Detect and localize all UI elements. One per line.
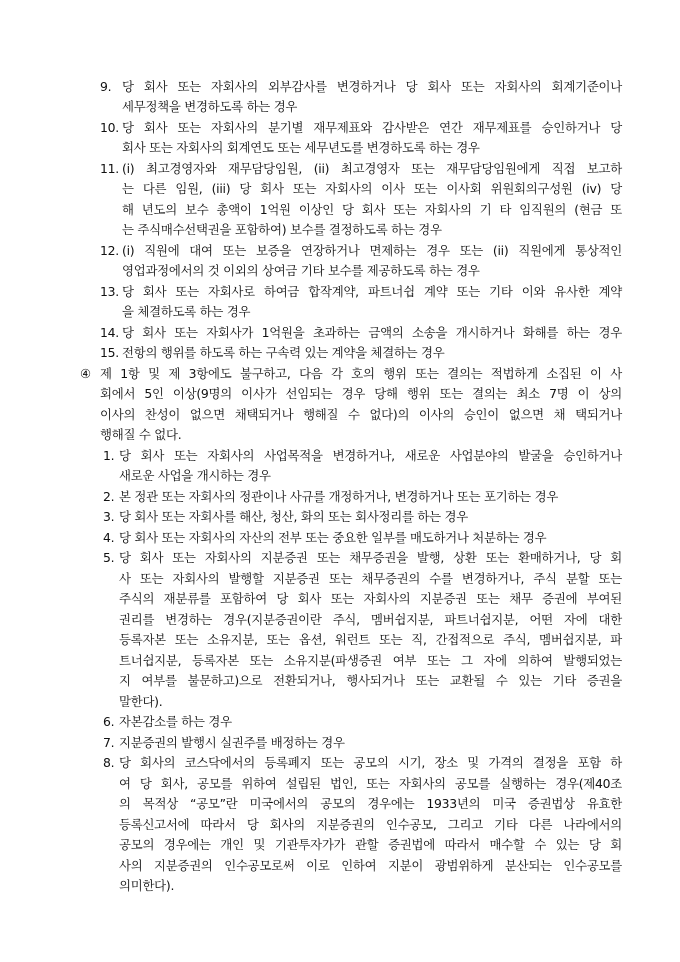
item-text-line: 등록신고서에 따라서 당 회사의 지분증권의 인수공모, 그리고 기타 다른 나라에서의 — [119, 817, 622, 832]
item-number: 10. — [100, 120, 119, 135]
item-text-line: 자본감소를 하는 경우 — [119, 714, 232, 729]
item-text-line: 의 목적상 “공모”란 미국에서의 공모의 경우에는 1933년의 미국 증권법상 유효한 — [119, 796, 622, 811]
item-text-line: 당 회사 또는 자회사를 해산, 청산, 화의 또는 회사정리를 하는 경우 — [119, 509, 468, 524]
item-text-line: 의미한다). — [119, 878, 175, 893]
item-text-line: 새로운 사업을 개시하는 경우 — [119, 468, 271, 483]
section-text-line: 회에서 5인 이상(9명의 이사가 선임되는 경우 당해 행위 또는 결의는 최소 7명 이 상의 — [100, 386, 622, 401]
item-text-line: 세무정책을 변경하도록 하는 경우 — [122, 99, 298, 114]
item-number: 6. — [103, 714, 115, 729]
item-text-line: (i) 직원에 대여 또는 보증을 연장하거나 면제하는 경우 또는 (ii) 직원에게 통상적인 — [122, 243, 622, 258]
item-text-line: 지분증권의 발행시 실권주를 배정하는 경우 — [119, 735, 345, 750]
item-text-line: (i) 최고경영자와 재무담당임원, (ii) 최고경영자 또는 재무담당임원에게 직접 보고하 — [122, 161, 622, 176]
item-text-line: 당 회사 또는 자회사가 1억원을 초과하는 금액의 소송을 개시하거나 화해를 하는 경우 — [122, 325, 622, 340]
item-text-line: 당 회사 또는 자회사로 하여금 합작계약, 파트너쉽 계약 또는 기타 이와 유사한 계약 — [122, 284, 622, 299]
item-text-line: 권리를 변경하는 경우(지분증권이란 주식, 멤버쉽지분, 파트너쉽지분, 어떤 자에 대한 — [119, 612, 622, 627]
item-text-line: 사 또는 자회사의 발행할 지분증권 또는 채무증권의 수를 변경하거나, 주식 분할 또는 — [119, 571, 622, 586]
item-text-line: 주식의 재분류를 포함하여 당 회사 또는 자회사의 지분증권 또는 채무 증권에 부여된 — [119, 591, 622, 606]
item-number: 1. — [103, 448, 115, 463]
item-text-line: 여 당 회사, 공모를 위하여 설립된 법인, 또는 자회사의 공모를 실행하는 경우(제40조 — [119, 776, 622, 791]
item-number: 15. — [100, 345, 119, 360]
item-text-line: 등록자본 또는 소유지분, 또는 옵션, 워런트 또는 직, 간접적으로 주식, 멤버쉽지분, 파 — [119, 632, 622, 647]
item-text-line: 사의 지분증권의 인수공모로써 이로 인하여 지분이 광범위하게 분산되는 인수공모를 — [119, 858, 622, 873]
section-marker: ④ — [80, 366, 91, 381]
item-text-line: 당 회사 또는 자회사의 외부감사를 변경하거나 당 회사 또는 자회사의 회계기준이나 — [122, 79, 622, 94]
item-text-line: 는 다른 임원, (iii) 당 회사 또는 자회사의 이사 또는 이사회 위원회의구성원 (iv) 당 — [122, 181, 622, 196]
item-number: 13. — [100, 284, 119, 299]
item-text-line: 트너쉽지분, 등록자본 또는 소유지분(파생증권 여부 또는 그 자에 의하여 발행되었는 — [119, 653, 622, 668]
item-text-line: 을 체결하도록 하는 경우 — [122, 304, 251, 319]
section-text-line: 제 1항 및 제 3항에도 불구하고, 다음 각 호의 행위 또는 결의는 적법하게 소집된 이 사 — [100, 366, 622, 381]
item-text-line: 당 회사 또는 자회사의 지분증권 또는 채무증권을 발행, 상환 또는 환매하거나, 당 회 — [119, 550, 622, 565]
section-text-line: 행해질 수 없다. — [100, 427, 182, 442]
item-number: 11. — [100, 161, 119, 176]
item-text-line: 회사 또는 자회사의 회계연도 또는 세무년도를 변경하도록 하는 경우 — [122, 140, 480, 155]
item-text-line: 당 회사 또는 자회사의 자산의 전부 또는 중요한 일부를 매도하거나 처분하는 경우 — [119, 530, 547, 545]
item-text-line: 전항의 행위를 하도록 하는 구속력 있는 계약을 체결하는 경우 — [122, 345, 445, 360]
item-number: 5. — [103, 550, 115, 565]
item-text-line: 지 여부를 불문하고)으로 전환되거나, 행사되거나 또는 교환될 수 있는 기타 증권을 — [119, 673, 622, 688]
item-number: 8. — [103, 755, 115, 770]
item-text-line: 는 주식매수선택권을 포함하여) 보수를 결정하도록 하는 경우 — [122, 222, 442, 237]
item-text-line: 영업과정에서의 것 이외의 상여금 기타 보수를 제공하도록 하는 경우 — [122, 263, 480, 278]
item-number: 12. — [100, 243, 119, 258]
item-text-line: 본 정관 또는 자회사의 정관이나 사규를 개정하거나, 변경하거나 또는 포기하는 경우 — [119, 489, 559, 504]
item-text-line: 해 년도의 보수 총액이 1억원 이상인 당 회사 또는 자회사의 기 타 임직원의 (현금 또 — [122, 202, 622, 217]
item-number: 9. — [100, 79, 112, 94]
section-text-line: 이사의 찬성이 없으면 채택되거나 행해질 수 없다)의 이사의 승인이 없으면 채 택되거나 — [100, 407, 622, 422]
item-text-line: 공모의 경우에는 개인 및 기관투자가가 관할 증권법에 따라서 매수할 수 있는 당 회 — [119, 837, 622, 852]
item-number: 7. — [103, 735, 115, 750]
item-number: 3. — [103, 509, 115, 524]
item-text-line: 당 회사 또는 자회사의 사업목적을 변경하거나, 새로운 사업분야의 발굴을 승인하거나 — [119, 448, 622, 463]
item-text-line: 당 회사의 코스닥에서의 등록폐지 또는 공모의 시기, 장소 및 가격의 결정을 포함 하 — [119, 755, 622, 770]
item-text-line: 당 회사 또는 자회사의 분기별 재무제표와 감사받은 연간 재무제표를 승인하거나 당 — [122, 120, 622, 135]
item-number: 14. — [100, 325, 119, 340]
item-text-line: 말한다). — [119, 694, 163, 709]
item-number: 2. — [103, 489, 115, 504]
item-number: 4. — [103, 530, 115, 545]
